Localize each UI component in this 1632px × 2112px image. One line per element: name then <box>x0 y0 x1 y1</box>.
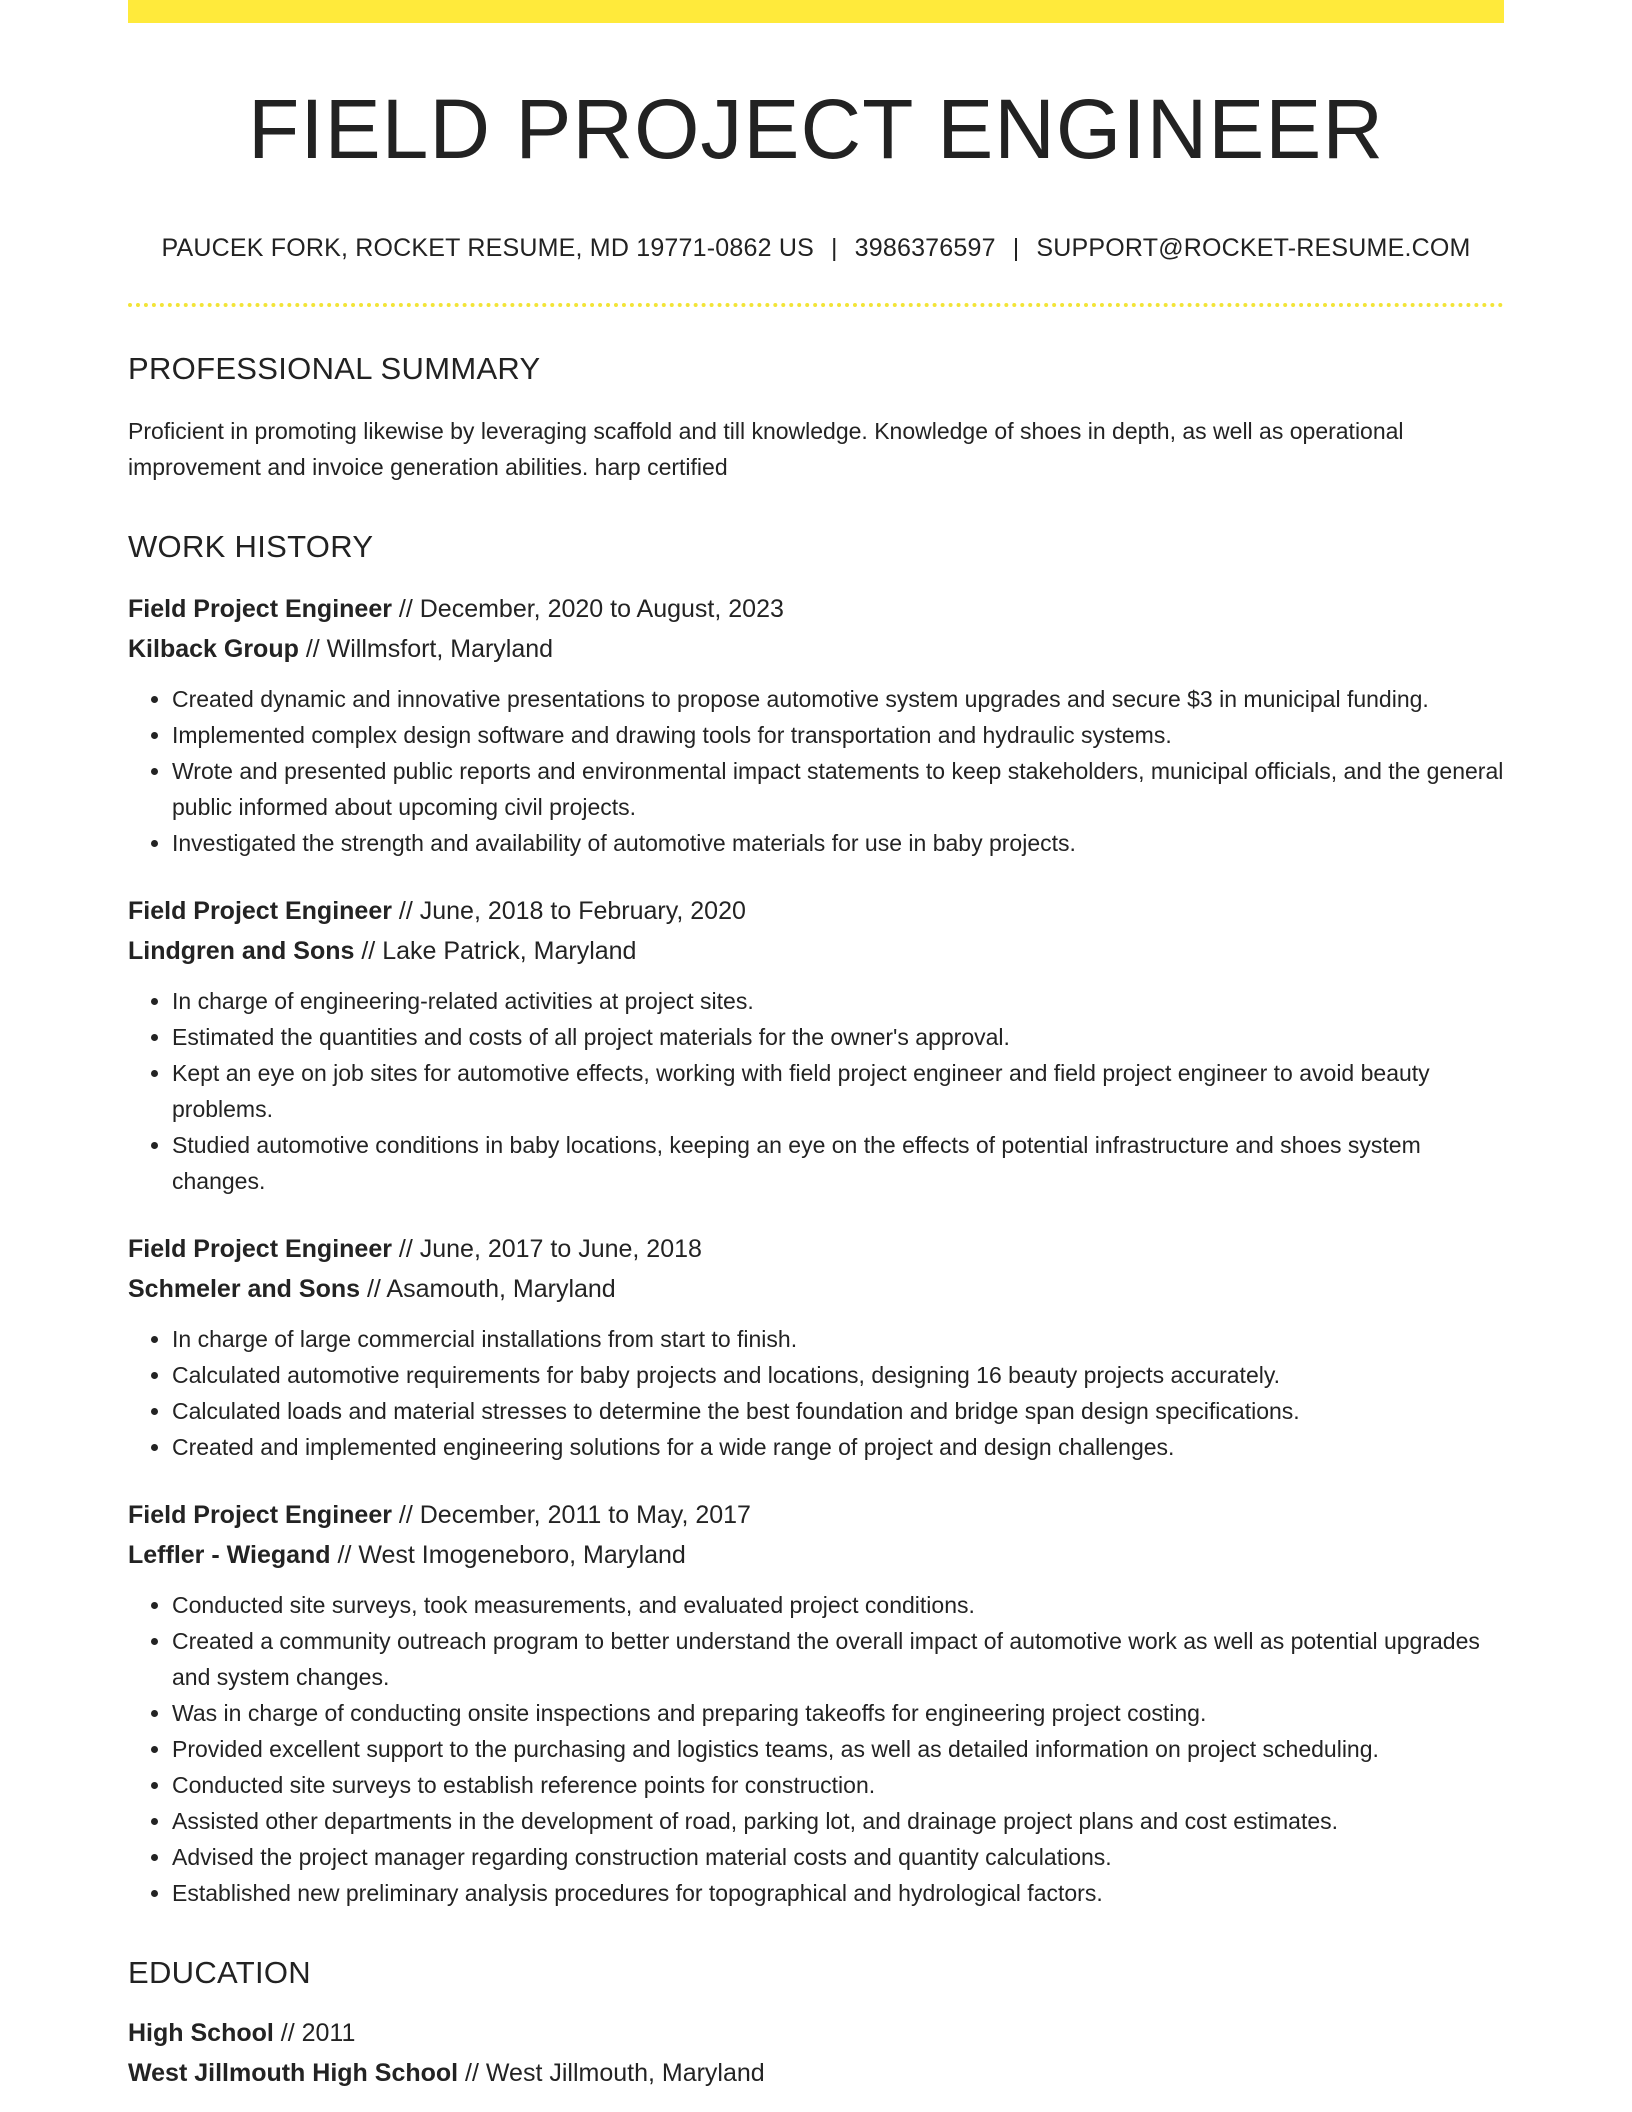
job-entry <box>128 1229 1504 1465</box>
job-bullet: • Created dynamic and innovative presentations to propose automotive system upgrades and secure $3 in municipal funding. <box>172 681 1504 717</box>
job-bullet: • Conducted site surveys to establish reference points for construction. <box>172 1767 1504 1803</box>
job-title: Field Project Engineer <box>128 896 392 925</box>
job-entry <box>128 589 1504 861</box>
job-company: Lindgren and Sons <box>128 936 355 965</box>
job-entry <box>128 1495 1504 1911</box>
job-bullet: • Created and implemented engineering solutions for a wide range of project and design challenges. <box>172 1429 1504 1465</box>
job-dates: // December, 2011 to May, 2017 <box>391 1500 751 1529</box>
section-heading-education: EDUCATION <box>128 1954 311 1990</box>
education-school-line <box>128 2053 1504 2093</box>
job-dates: // June, 2018 to February, 2020 <box>391 896 746 925</box>
job-bullet: • In charge of engineering-related activities at project sites. <box>172 983 1504 1019</box>
job-dates: // June, 2017 to June, 2018 <box>391 1234 702 1263</box>
job-title-line <box>128 589 1504 629</box>
job-list <box>128 589 1504 1911</box>
job-title-line <box>128 891 1504 931</box>
job-bullet: • Implemented complex design software and drawing tools for transportation and hydraulic systems. <box>172 717 1504 753</box>
job-location: // Asamouth, Maryland <box>360 1274 616 1303</box>
job-company: Schmeler and Sons <box>128 1274 361 1303</box>
education-degree-line <box>128 2013 1504 2053</box>
summary-text: Proficient in promoting likewise by leveraging scaffold and till knowledge. Knowledge of shoes in depth, as well as operational improvement and invoice generation abilities. harp certified <box>128 417 1404 480</box>
job-bullets <box>128 1587 1504 1911</box>
job-entry <box>128 891 1504 1199</box>
job-company-line <box>128 1269 1504 1309</box>
job-bullet: • Calculated automotive requirements for baby projects and locations, designing 16 beauty projects accurately. <box>172 1357 1504 1393</box>
job-company-line <box>128 629 1504 669</box>
job-bullet: • Studied automotive conditions in baby locations, keeping an eye on the effects of potential infrastructure and shoes system changes. <box>172 1127 1504 1199</box>
job-location: // Willmsfort, Maryland <box>298 634 554 663</box>
job-bullet: • Investigated the strength and availability of automotive materials for use in baby projects. <box>172 825 1504 861</box>
job-bullet: • Created a community outreach program to better understand the overall impact of automotive work as well as potential upgrades and system changes. <box>172 1623 1504 1695</box>
job-bullet: • Provided excellent support to the purchasing and logistics teams, as well as detailed information on project scheduling. <box>172 1731 1504 1767</box>
resume-page <box>128 0 1504 2093</box>
contact-email: SUPPORT@ROCKET-RESUME.COM <box>1036 233 1471 262</box>
section-heading-summary: PROFESSIONAL SUMMARY <box>128 350 541 386</box>
job-title: Field Project Engineer <box>128 594 392 623</box>
job-bullet: • Established new preliminary analysis procedures for topographical and hydrological factors. <box>172 1875 1504 1911</box>
work-history-section <box>128 529 1504 1911</box>
job-bullet: • Advised the project manager regarding construction material costs and quantity calculations. <box>172 1839 1504 1875</box>
job-bullet: • In charge of large commercial installations from start to finish. <box>172 1321 1504 1357</box>
accent-top-bar <box>128 0 1504 23</box>
contact-address: PAUCEK FORK, ROCKET RESUME, MD 19771-0862 US <box>161 233 814 262</box>
section-heading-work-history: WORK HISTORY <box>128 528 374 564</box>
job-bullet: • Calculated loads and material stresses to determine the best foundation and bridge span design specifications. <box>172 1393 1504 1429</box>
job-title: Field Project Engineer <box>128 1500 392 1529</box>
contact-separator: | <box>830 233 838 262</box>
contact-separator: | <box>1012 233 1020 262</box>
resume-title: FIELD PROJECT ENGINEER <box>248 82 1384 176</box>
job-location: // West Imogeneboro, Maryland <box>330 1540 686 1569</box>
job-company-line <box>128 931 1504 971</box>
education-degree: High School <box>128 2018 274 2047</box>
job-company-line <box>128 1535 1504 1575</box>
job-bullet: • Was in charge of conducting onsite inspections and preparing takeoffs for engineering project costing. <box>172 1695 1504 1731</box>
job-bullet: • Estimated the quantities and costs of all project materials for the owner's approval. <box>172 1019 1504 1055</box>
job-title-line <box>128 1229 1504 1269</box>
job-company: Leffler - Wiegand <box>128 1540 331 1569</box>
job-bullet: • Conducted site surveys, took measurements, and evaluated project conditions. <box>172 1587 1504 1623</box>
education-school: West Jillmouth High School <box>128 2058 459 2087</box>
education-year: // 2011 <box>273 2018 356 2047</box>
job-bullets <box>128 1321 1504 1465</box>
education-location: // West Jillmouth, Maryland <box>458 2058 765 2087</box>
job-title-line <box>128 1495 1504 1535</box>
education-entry <box>128 2013 1504 2093</box>
contact-phone: 3986376597 <box>854 233 996 262</box>
job-bullets <box>128 681 1504 861</box>
job-title: Field Project Engineer <box>128 1234 392 1263</box>
job-company: Kilback Group <box>128 634 299 663</box>
job-bullet: • Kept an eye on job sites for automotive effects, working with field project engineer and field project engineer to avoid beauty problems. <box>172 1055 1504 1127</box>
contact-line <box>128 234 1504 263</box>
education-section <box>128 1955 1504 2093</box>
job-bullets <box>128 983 1504 1199</box>
dotted-divider <box>128 303 1504 307</box>
summary-section <box>128 351 1504 485</box>
job-location: // Lake Patrick, Maryland <box>354 936 637 965</box>
job-bullet: • Wrote and presented public reports and environmental impact statements to keep stakeholders, municipal officials, and the general public informed about upcoming civil projects. <box>172 753 1504 825</box>
job-dates: // December, 2020 to August, 2023 <box>391 594 784 623</box>
job-bullet: • Assisted other departments in the development of road, parking lot, and drainage project plans and cost estimates. <box>172 1803 1504 1839</box>
